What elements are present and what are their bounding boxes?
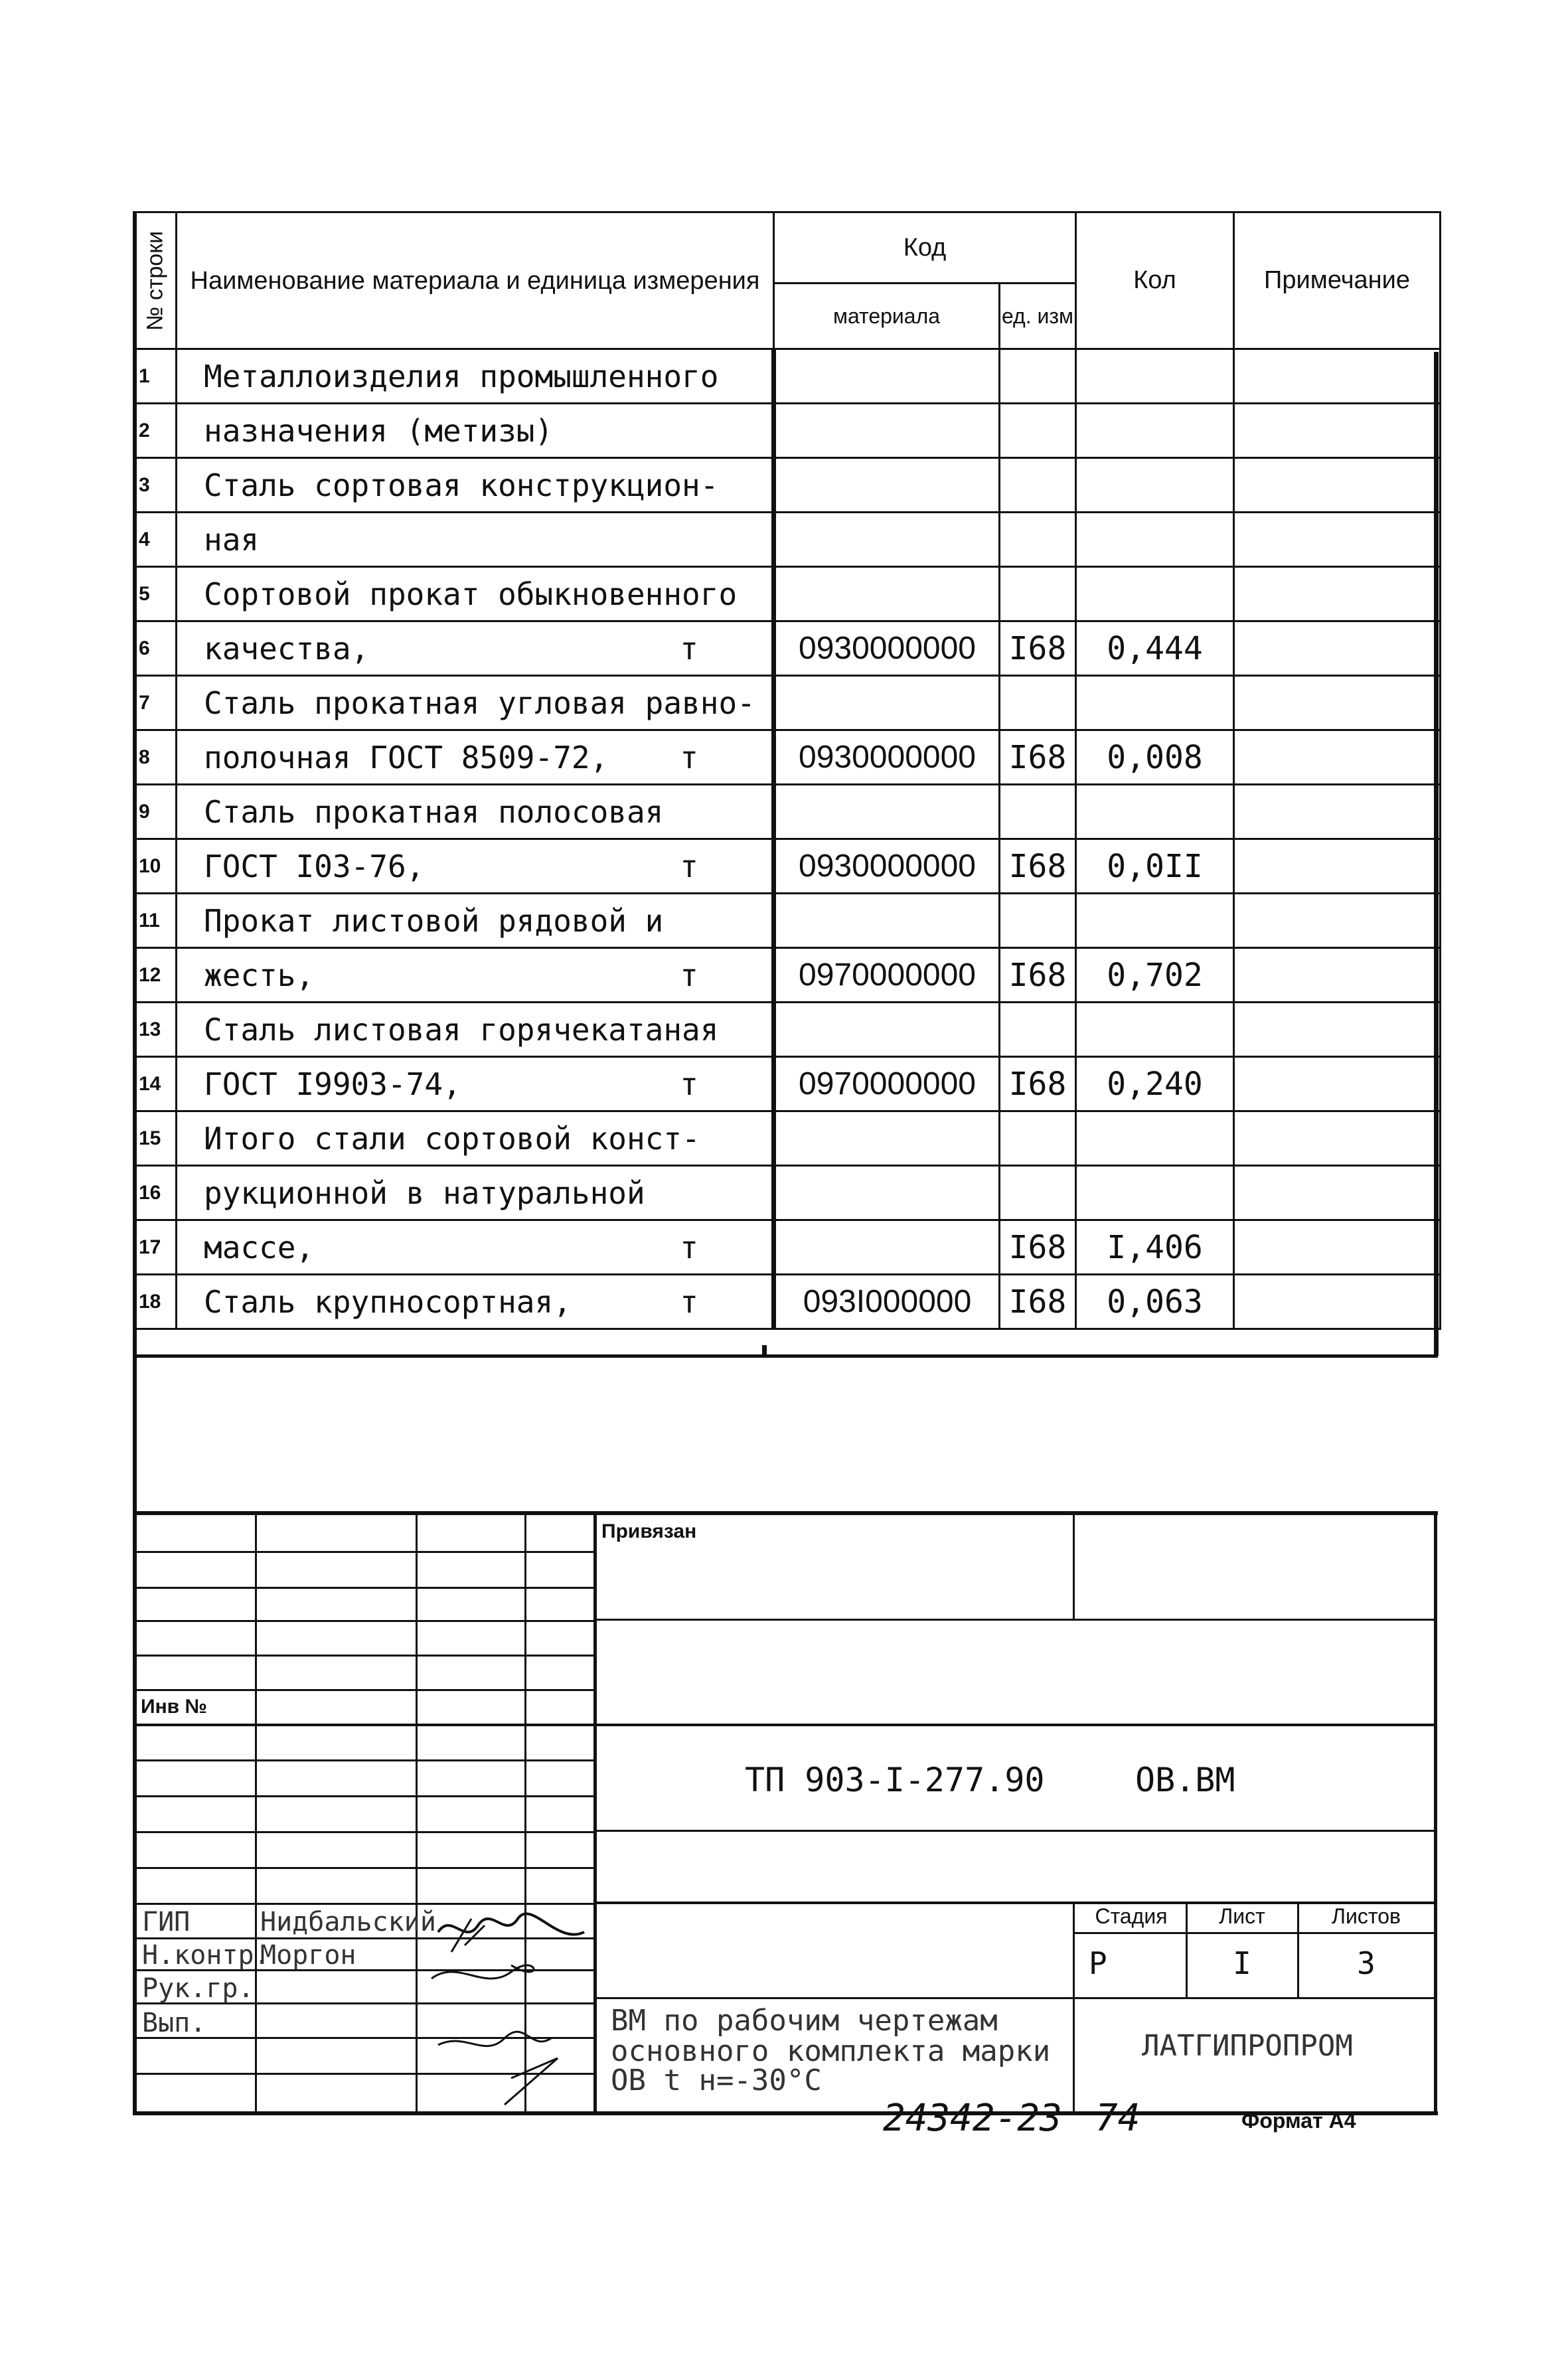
quantity [1076,785,1234,839]
material-code [774,676,1000,730]
signer-role: Вып. [142,2008,206,2038]
material-name-text: Сталь прокатная полосовая [204,793,664,830]
table-bottom-tick-left [762,1345,767,1357]
page-number: 74 [1095,2097,1140,2140]
quantity: I,406 [1076,1220,1234,1275]
unit-code [1000,567,1076,621]
unit-code [1000,785,1076,839]
document-code: ТП 903-I-277.90 [745,1761,1045,1799]
note [1234,730,1441,785]
tb-left-row-9 [133,1831,593,1833]
material-name-text: жесть, [204,957,315,993]
header-code: Код [774,212,1076,284]
unit-code: I68 [1000,621,1076,676]
table-row [134,839,1441,894]
description-line-3: ОВ t н=-30°С [611,2064,822,2097]
row-number: 13 [134,1003,177,1057]
material-code [774,1111,1000,1166]
tb-left-row-11 [133,1903,593,1905]
material-name-text: ГОСТ I03-76, [204,848,425,884]
tb-left-row-6 [133,1724,593,1726]
table-row [134,567,1441,621]
quantity [1076,1166,1234,1220]
note [1234,1003,1441,1057]
row-number: 17 [134,1220,177,1275]
row-number: 3 [134,458,177,513]
quantity [1076,1111,1234,1166]
table-row [134,1111,1441,1166]
tb-left-row-4 [133,1655,593,1657]
material-unit: т [680,848,698,884]
unit-code [1000,676,1076,730]
stage-value: Р [1089,1945,1107,1981]
row-number: 14 [134,1057,177,1111]
material-name-text: ГОСТ I9903-74, [204,1066,461,1102]
table-row [134,349,1441,404]
material-name-text: Сталь прокатная угловая равно- [204,685,755,721]
material-code: 0970000000 [774,948,1000,1003]
note [1234,458,1441,513]
material-name [177,839,774,894]
tb-right-row-2 [593,1724,1435,1726]
tb-left-row-2 [133,1587,593,1589]
table-right-thick-edge [1434,352,1439,1356]
quantity: 0,444 [1076,621,1234,676]
note [1234,404,1441,458]
material-code [774,567,1000,621]
row-number: 4 [134,513,177,567]
row-number: 16 [134,1166,177,1220]
description-line-1: ВМ по рабочим чертежам [611,2004,998,2038]
table-row [134,894,1441,948]
material-name [177,621,774,676]
row-number: 18 [134,1275,177,1329]
tb-right-row-3 [593,1830,1435,1832]
material-code [774,458,1000,513]
material-code: 0970000000 [774,1057,1000,1111]
table-bottom-line [133,1354,1438,1358]
table-row [134,730,1441,785]
tb-stage-label-line [1073,1932,1435,1934]
quantity: 0,0II [1076,839,1234,894]
table-row [134,948,1441,1003]
quantity [1076,349,1234,404]
material-unit: т [680,1066,698,1102]
material-code: 0930000000 [774,730,1000,785]
unit-code [1000,1003,1076,1057]
material-unit: т [680,1283,698,1320]
material-name [177,676,774,730]
note [1234,513,1441,567]
material-code [774,894,1000,948]
row-number: 12 [134,948,177,1003]
material-name-text: Металлоизделия промышленного [204,358,719,394]
note [1234,621,1441,676]
table-row [134,513,1441,567]
material-code: 0930000000 [774,621,1000,676]
table-row [134,676,1441,730]
material-unit: т [680,957,698,993]
note [1234,676,1441,730]
row-number: 6 [134,621,177,676]
material-code [774,1220,1000,1275]
tb-left-row-3 [133,1620,593,1622]
material-name-text: полочная ГОСТ 8509-72, [204,739,609,775]
material-name-text: массе, [204,1229,315,1265]
table-row [134,621,1441,676]
tb-col-2 [416,1511,418,2111]
signer-role: Н.контр. [142,1940,270,1971]
material-name-text: Прокат листовой рядовой и [204,902,664,939]
header-code-material: материала [774,284,1000,349]
organization: ЛАТГИПРОПРОМ [1142,2029,1353,2063]
material-code [774,1003,1000,1057]
material-name [177,1003,774,1057]
material-name [177,730,774,785]
row-number: 11 [134,894,177,948]
quantity [1076,458,1234,513]
signer-name: Моргон [260,1940,356,1971]
note [1234,567,1441,621]
note [1234,1275,1441,1329]
row-number: 2 [134,404,177,458]
header-row-number: № строки [134,212,177,349]
table-row [134,785,1441,839]
row-number: 10 [134,839,177,894]
quantity: 0,240 [1076,1057,1234,1111]
material-name [177,1220,774,1275]
material-name [177,1111,774,1166]
unit-code [1000,1166,1076,1220]
material-name-text: ная [204,521,260,558]
tb-linked-split [1073,1511,1075,1619]
unit-code [1000,894,1076,948]
material-code [774,513,1000,567]
unit-code [1000,1111,1076,1166]
stage-label: Стадия [1095,1904,1168,1928]
sheet-value: I [1233,1945,1251,1981]
note [1234,1220,1441,1275]
material-code [774,349,1000,404]
row-number: 9 [134,785,177,839]
material-name [177,513,774,567]
signer-role: ГИП [142,1907,191,1937]
sheet-label: Лист [1219,1904,1265,1928]
note [1234,1166,1441,1220]
material-name [177,349,774,404]
tb-right-row-1 [593,1619,1435,1621]
table-row [134,1057,1441,1111]
unit-code [1000,458,1076,513]
material-name [177,1057,774,1111]
note [1234,349,1441,404]
unit-code: I68 [1000,1275,1076,1329]
header-quantity: Кол [1076,212,1234,349]
note [1234,948,1441,1003]
row-number: 15 [134,1111,177,1166]
header-code-unit: ед. изм [1000,284,1076,349]
material-name [177,567,774,621]
paper-format: Формат А4 [1241,2109,1356,2133]
unit-code: I68 [1000,1220,1076,1275]
material-name [177,785,774,839]
material-name-text: назначения (метизы) [204,412,554,449]
quantity [1076,676,1234,730]
tb-left-line [133,211,137,2115]
header-material-name: Наименование материала и единица измерения [177,212,774,349]
material-unit: т [680,739,698,775]
linked-label: Привязан [601,1520,697,1542]
note [1234,1111,1441,1166]
description-line-2: основного комплекта марки [611,2034,1051,2068]
unit-code: I68 [1000,1057,1076,1111]
sheets-value: 3 [1357,1945,1375,1981]
material-code [774,1166,1000,1220]
signer-role: Рук.гр. [142,1973,254,2004]
material-name-text: Итого стали сортовой конст- [204,1120,700,1157]
quantity [1076,1003,1234,1057]
unit-code [1000,349,1076,404]
tb-sheets-split [1297,1902,1299,1997]
unit-code: I68 [1000,948,1076,1003]
material-name [177,948,774,1003]
header-note: Примечание [1234,212,1441,349]
material-name-text: качества, [204,630,370,667]
quantity: 0,063 [1076,1275,1234,1329]
table-row [134,1003,1441,1057]
material-code: 0930000000 [774,839,1000,894]
material-name [177,404,774,458]
unit-code: I68 [1000,839,1076,894]
material-name [177,1166,774,1220]
row-number: 7 [134,676,177,730]
tb-left-row-10 [133,1867,593,1869]
sheet-code: 24342-23 [883,2097,1062,2140]
tb-left-row-7 [133,1759,593,1761]
material-code: 093I000000 [774,1275,1000,1329]
material-name-text: Сталь крупносортная, [204,1283,572,1320]
sheets-label: Листов [1332,1904,1401,1928]
material-name [177,894,774,948]
material-name-text: Сталь сортовая конструкцион- [204,467,719,503]
material-code [774,785,1000,839]
unit-code: I68 [1000,730,1076,785]
quantity [1076,513,1234,567]
row-number: 8 [134,730,177,785]
note [1234,785,1441,839]
table-row [134,458,1441,513]
table-row [134,1275,1441,1329]
note [1234,1057,1441,1111]
material-name-text: Сталь листовая горячекатаная [204,1011,719,1048]
table-row [134,1220,1441,1275]
note [1234,894,1441,948]
tb-right-row-5 [593,1997,1435,1999]
quantity [1076,894,1234,948]
row-number: 1 [134,349,177,404]
material-code [774,404,1000,458]
signatures [425,1906,597,2118]
tb-right-line [1434,1511,1437,2115]
row-number: 5 [134,567,177,621]
materials-table [133,211,1441,1330]
unit-code [1000,513,1076,567]
document-suffix: ОВ.ВМ [1135,1761,1235,1799]
tb-left-row-1 [133,1551,593,1553]
unit-code [1000,404,1076,458]
tb-top-line [133,1511,1438,1515]
quantity: 0,008 [1076,730,1234,785]
tb-left-row-8 [133,1795,593,1797]
material-name [177,1275,774,1329]
tb-left-row-5 [133,1689,593,1691]
table-row [134,404,1441,458]
material-name [177,458,774,513]
table-row [134,1166,1441,1220]
note [1234,839,1441,894]
material-name-text: рукционной в натуральной [204,1175,645,1211]
quantity [1076,404,1234,458]
tb-col-1 [255,1511,257,2111]
inventory-number-label: Инв № [141,1696,207,1718]
quantity [1076,567,1234,621]
signer-name: Нидбальский [260,1907,436,1937]
material-unit: т [680,630,698,667]
tb-sheet-split [1186,1902,1188,1997]
material-name-text: Сортовой прокат обыкновенного [204,576,738,612]
material-unit: т [680,1229,698,1265]
quantity: 0,702 [1076,948,1234,1003]
